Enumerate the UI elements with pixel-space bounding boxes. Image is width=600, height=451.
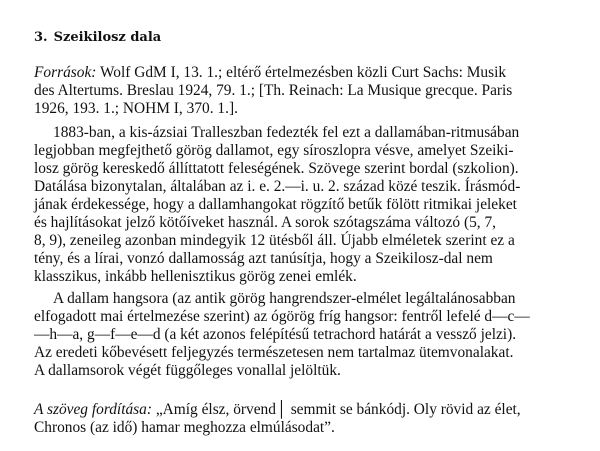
paragraph-line: klasszikus, inkább hellenisztikus görög zenei emlék. — [34, 268, 357, 285]
section-heading — [34, 30, 161, 45]
sources-line: des Altertums. Breslau 1924, 79. 1.; [Th. Reinach: La Musique grecque. Paris — [34, 82, 513, 99]
paragraph-line: jának érdekessége, hogy a dallamhangokat rögzítő betűk fölött ritmikai jeleket — [34, 196, 517, 213]
translation-line: Chronos (az idő) hamar meghozza elmúlásodat”. — [34, 419, 335, 436]
sources-line — [34, 64, 506, 82]
sources-label: Források: — [34, 64, 97, 81]
paragraph-line: Az eredeti kőbevésett feljegyzés természetesen nem tartalmaz ütemvonalakat. — [34, 344, 514, 361]
translation-line — [34, 401, 521, 419]
paragraph-line: 1883-ban, a kis-ázsiai Tralleszban fedezték fel ezt a dallamában-ritmusában — [53, 124, 520, 141]
translation-label: A szöveg fordítása: — [34, 401, 152, 418]
sources-line: 1926, 193. 1.; NOHM I, 370. 1.]. — [34, 100, 238, 117]
paragraph-line: A dallam hangsora (az antik görög hangrendszer-elmélet legáltalánosabban — [53, 290, 516, 307]
section-number: 3. — [34, 30, 48, 45]
paragraph-line: elfogadott mai értelmezése szerint) az ógörög fríg hangsor: fentről lefelé d—c— — [34, 308, 530, 325]
paragraph-line: losz görög kereskedő állíttatott feleségének. Szövege szerint bordal (szkolion). — [34, 160, 519, 177]
section-title: Szeikilosz dala — [53, 30, 162, 45]
paragraph-line: tény, és a lírai, vonzó dallamosság azt tanúsítja, hogy a Szeikilosz-dal nem — [34, 250, 493, 267]
sources-text: Wolf GdM I, 13. 1.; eltérő értelmezésben közli Curt Sachs: Musik — [96, 64, 507, 81]
paragraph-line: Datálása bizonytalan, általában az i. e. 2.—i. u. 2. század közé teszik. Írásmód- — [34, 178, 521, 195]
paragraph-line: 8, 9), zeneileg azonban mindegyik 12 ütésből áll. Újabb elméletek szerint ez a — [34, 232, 515, 249]
paragraph-line: —h—a, g—f—e—d (a két azonos felépítésű tetrachord határát a vessző jelzi). — [34, 326, 517, 343]
paragraph-line: A dallamsorok végét függőleges vonallal jelöltük. — [34, 362, 341, 379]
translation-text: „Amíg élsz, örvend│ semmit se bánkódj. Oly rövid az élet, — [152, 401, 521, 418]
paragraph-line: legjobban megfejthető görög dallamot, egy síroszlopra vésve, amelyet Szeiki- — [34, 142, 514, 159]
paragraph-line: és hajlításokat jelző kötőíveket használ. A sorok szótagszáma változó (5, 7, — [34, 214, 497, 231]
